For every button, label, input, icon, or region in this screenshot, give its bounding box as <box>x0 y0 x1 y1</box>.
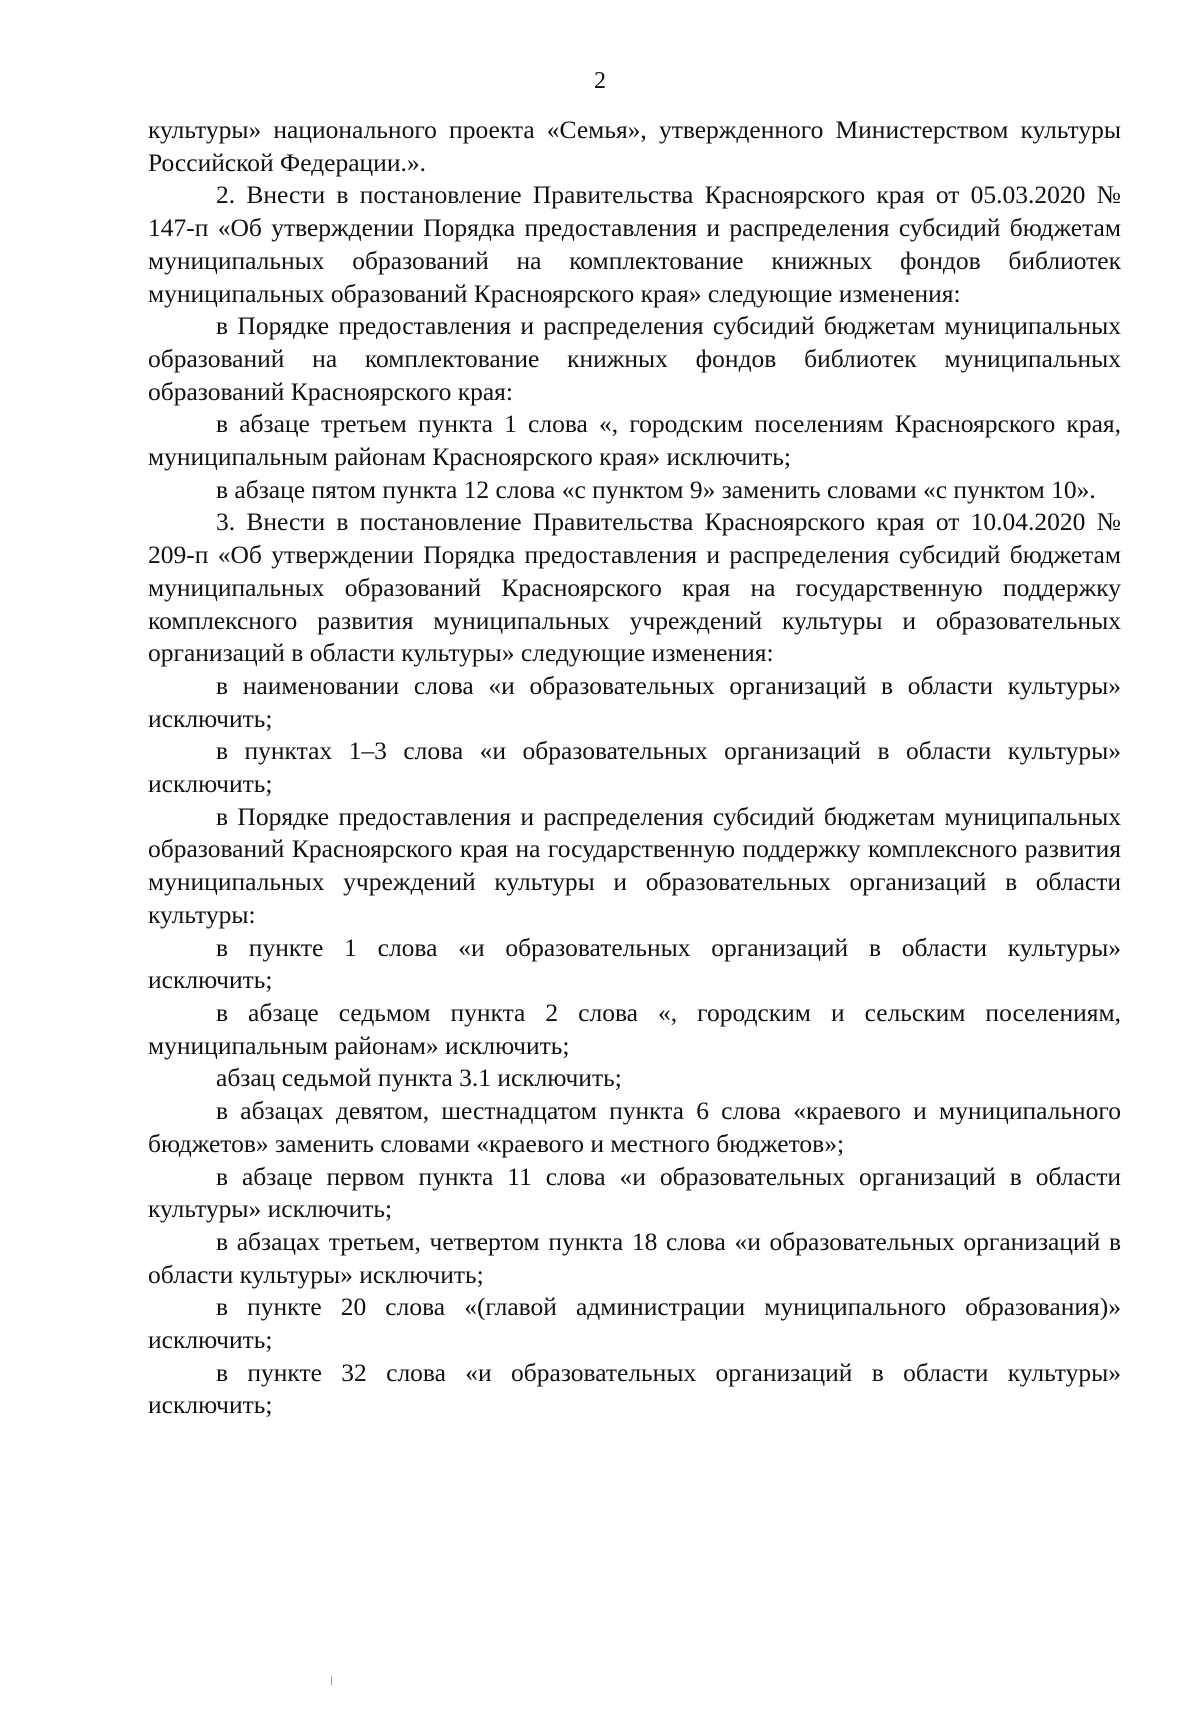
paragraph: в пункте 32 слова «и образовательных организаций в области культуры» исключить; <box>148 1357 1121 1420</box>
paragraph: культуры» национального проекта «Семья», утвержденного Министерством культуры Российской Федерации.». <box>148 115 1121 177</box>
paragraph: в пункте 1 слова «и образовательных организаций в области культуры» исключить; <box>148 932 1121 995</box>
paragraph: в абзаце третьем пункта 1 слова «, городским поселениям Красноярского края, муниципальным районам Красноярского края» исключить; <box>148 409 1121 472</box>
paragraph: в абзаце первом пункта 11 слова «и образовательных организаций в области культуры» исключить; <box>148 1161 1121 1224</box>
paragraph: в наименовании слова «и образовательных организаций в области культуры» исключить; <box>148 670 1121 733</box>
paragraph: в пунктах 1–3 слова «и образовательных организаций в области культуры» исключить; <box>148 736 1121 799</box>
paragraph: в Порядке предоставления и распределения субсидий бюджетам муниципальных образований Красноярского края на государственную поддержку комплексного развития муниципальных учреждений культуры и образовательных организаций в области культуры: <box>148 801 1121 929</box>
paragraph: в абзаце пятом пункта 12 слова «с пунктом 9» заменить словами «с пунктом 10». <box>216 474 1096 504</box>
paragraph: 3. Внести в постановление Правительства Красноярского края от 10.04.2020 № 209-п «Об утверждении Порядка предоставления и распределения субсидий бюджетам муниципальных образований Красноярского края на государственную поддержку комплексного развития муниципальных учреждений культуры и образовательных организаций в области культуры» следующие изменения: <box>148 507 1121 668</box>
paragraph: в абзаце седьмом пункта 2 слова «, городским и сельским поселениям, муниципальным районам» исключить; <box>148 997 1121 1060</box>
paragraph: в пункте 20 слова «(главой администрации муниципального образования)» исключить; <box>148 1292 1121 1355</box>
page-number: 2 <box>594 68 606 94</box>
paragraph: в Порядке предоставления и распределения субсидий бюджетам муниципальных образований на комплектование книжных фондов библиотек муниципальных образований Красноярского края: <box>148 311 1121 406</box>
paragraph: в абзацах третьем, четвертом пункта 18 слова «и образовательных организаций в области культуры» исключить; <box>148 1226 1121 1289</box>
paragraph: в абзацах девятом, шестнадцатом пункта 6 слова «краевого и муниципального бюджетов» заменить словами «краевого и местного бюджетов»; <box>148 1096 1121 1158</box>
paragraph: 2. Внести в постановление Правительства Красноярского края от 05.03.2020 № 147-п «Об утверждении Порядка предоставления и распределения субсидий бюджетам муниципальных образований на комплектование книжных фондов библиотек муниципальных образований Красноярского края» следующие изменения: <box>148 180 1121 308</box>
document-body <box>148 114 1121 1422</box>
scan-artifact <box>331 1676 332 1685</box>
paragraph: абзац седьмой пункта 3.1 исключить; <box>216 1063 622 1093</box>
